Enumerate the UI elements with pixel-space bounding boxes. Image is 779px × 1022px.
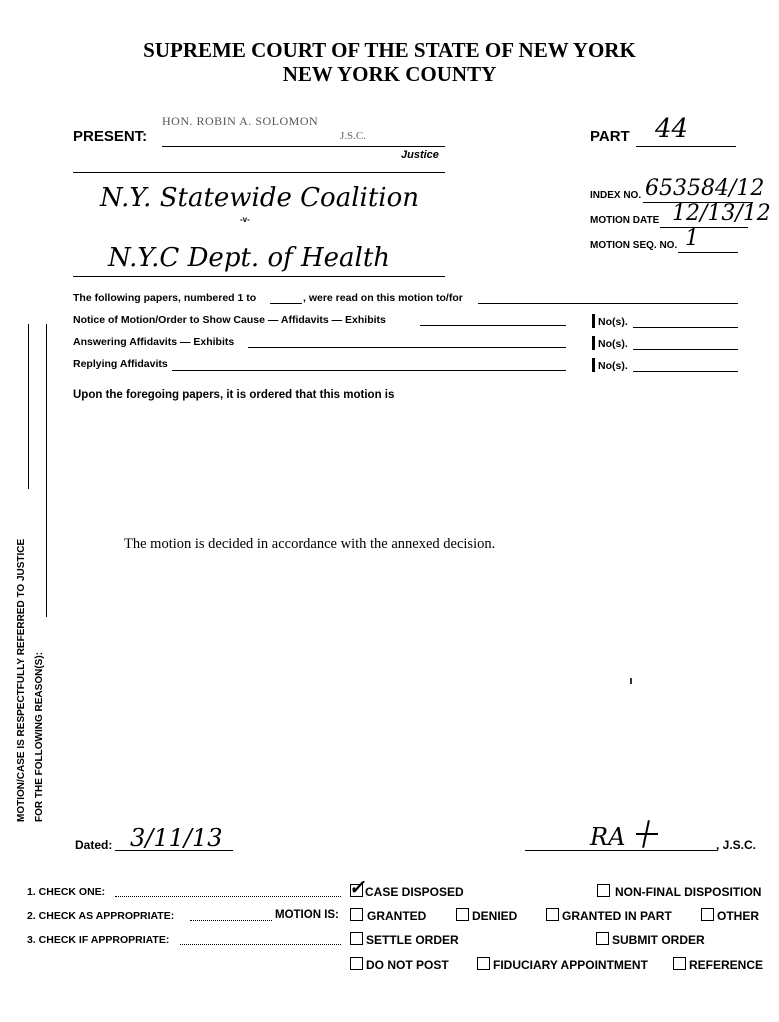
- check-appropriate-label: 2. CHECK AS APPROPRIATE:: [27, 910, 175, 922]
- reference-label: REFERENCE: [689, 958, 764, 972]
- case-disposed-label: CASE DISPOSED: [365, 885, 464, 899]
- papers-row-3-line: [172, 370, 566, 371]
- motion-date-value: 12/13/12: [672, 201, 771, 226]
- granted-label: GRANTED: [367, 909, 427, 923]
- papers-row-3-nos-line: [633, 371, 738, 372]
- motion-seq-value: 1: [685, 226, 699, 251]
- fiduciary-checkbox[interactable]: [477, 957, 490, 970]
- papers-intro-b: , were read on this motion to/for: [303, 292, 463, 304]
- papers-motion-line: [478, 303, 738, 304]
- papers-number-line: [270, 303, 302, 304]
- submit-order-checkbox[interactable]: [596, 932, 609, 945]
- non-final-label: NON-FINAL DISPOSITION: [615, 885, 762, 899]
- justice-suffix-stamp: J.S.C.: [340, 130, 366, 142]
- signature-cross: [636, 833, 658, 835]
- check-one-dots: [115, 896, 341, 897]
- side-text-referred: MOTION/CASE IS RESPECTFULLY REFERRED TO JUSTICE: [16, 538, 27, 822]
- papers-row-1-nos-line: [633, 327, 738, 328]
- part-label: PART: [590, 128, 630, 145]
- stray-mark: [630, 678, 632, 684]
- papers-row-1-line: [420, 325, 566, 326]
- papers-row-3-label: Replying Affidavits: [73, 358, 168, 370]
- dated-label: Dated:: [75, 838, 113, 852]
- papers-row-2-nos: No(s).: [598, 338, 628, 350]
- papers-row-2-label: Answering Affidavits — Exhibits: [73, 336, 235, 348]
- granted-in-part-checkbox[interactable]: [546, 908, 559, 921]
- defendant-name: N.Y.C Dept. of Health: [108, 243, 391, 273]
- case-disposed-check-mark: ✓: [347, 877, 369, 899]
- side-text-reasons: FOR THE FOLLOWING REASON(S):: [34, 652, 45, 822]
- justice-name-stamp: HON. ROBIN A. SOLOMON: [162, 114, 319, 128]
- denied-label: DENIED: [472, 909, 518, 923]
- court-title: SUPREME COURT OF THE STATE OF NEW YORK: [143, 38, 636, 62]
- submit-order-label: SUBMIT ORDER: [612, 933, 705, 947]
- part-line: [636, 146, 736, 147]
- fiduciary-label: FIDUCIARY APPOINTMENT: [493, 958, 648, 972]
- ordered-text: Upon the foregoing papers, it is ordered that this motion is: [73, 389, 395, 401]
- check-if-dots: [180, 944, 341, 945]
- check-if-label: 3. CHECK IF APPROPRIATE:: [27, 934, 170, 946]
- papers-row-2-marker: [592, 336, 595, 350]
- decision-text: The motion is decided in accordance with the annexed decision.: [124, 536, 496, 552]
- other-checkbox[interactable]: [701, 908, 714, 921]
- motion-seq-label: MOTION SEQ. NO.: [590, 240, 678, 251]
- papers-row-2-nos-line: [633, 349, 738, 350]
- motion-seq-line: [678, 252, 738, 253]
- papers-intro-a: The following papers, numbered 1 to: [73, 292, 257, 304]
- county-title: NEW YORK COUNTY: [282, 62, 497, 86]
- papers-row-3-nos: No(s).: [598, 360, 628, 372]
- denied-checkbox[interactable]: [456, 908, 469, 921]
- present-underline: [73, 172, 445, 173]
- motion-is-label: MOTION IS:: [275, 909, 339, 921]
- present-label: PRESENT:: [73, 128, 148, 145]
- papers-row-2-line: [248, 347, 566, 348]
- versus-text: -v-: [240, 215, 250, 224]
- reference-checkbox[interactable]: [673, 957, 686, 970]
- settle-order-checkbox[interactable]: [350, 932, 363, 945]
- papers-row-1-marker: [592, 314, 595, 328]
- motion-date-line: [660, 227, 748, 228]
- check-one-label: 1. CHECK ONE:: [27, 886, 106, 898]
- other-label: OTHER: [717, 909, 759, 923]
- papers-row-1-label: Notice of Motion/Order to Show Cause — Affidavits — Exhibits: [73, 314, 386, 326]
- justice-label: Justice: [401, 149, 439, 161]
- dated-line: [115, 850, 233, 851]
- non-final-checkbox[interactable]: [597, 884, 610, 897]
- present-line: [162, 146, 445, 147]
- papers-row-3-marker: [592, 358, 595, 372]
- index-no-value: 653584/12: [645, 176, 765, 201]
- do-not-post-checkbox[interactable]: [350, 957, 363, 970]
- do-not-post-label: DO NOT POST: [366, 958, 449, 972]
- motion-date-label: MOTION DATE: [590, 215, 660, 226]
- side-line-reasons: [46, 324, 47, 617]
- part-value: 44: [655, 114, 689, 144]
- index-no-label: INDEX NO.: [590, 190, 642, 201]
- caption-underline: [73, 276, 445, 277]
- jsc-suffix: , J.S.C.: [716, 838, 757, 852]
- papers-row-1-nos: No(s).: [598, 316, 628, 328]
- signature-line: [525, 850, 718, 851]
- plaintiff-name: N.Y. Statewide Coalition: [100, 183, 419, 213]
- granted-in-part-label: GRANTED IN PART: [562, 909, 672, 923]
- granted-checkbox[interactable]: [350, 908, 363, 921]
- dated-value: 3/11/13: [130, 824, 223, 852]
- side-line-referred: [28, 324, 29, 489]
- settle-order-label: SETTLE ORDER: [366, 933, 459, 947]
- check-appropriate-dots: [190, 920, 272, 921]
- signature: RA: [590, 823, 626, 851]
